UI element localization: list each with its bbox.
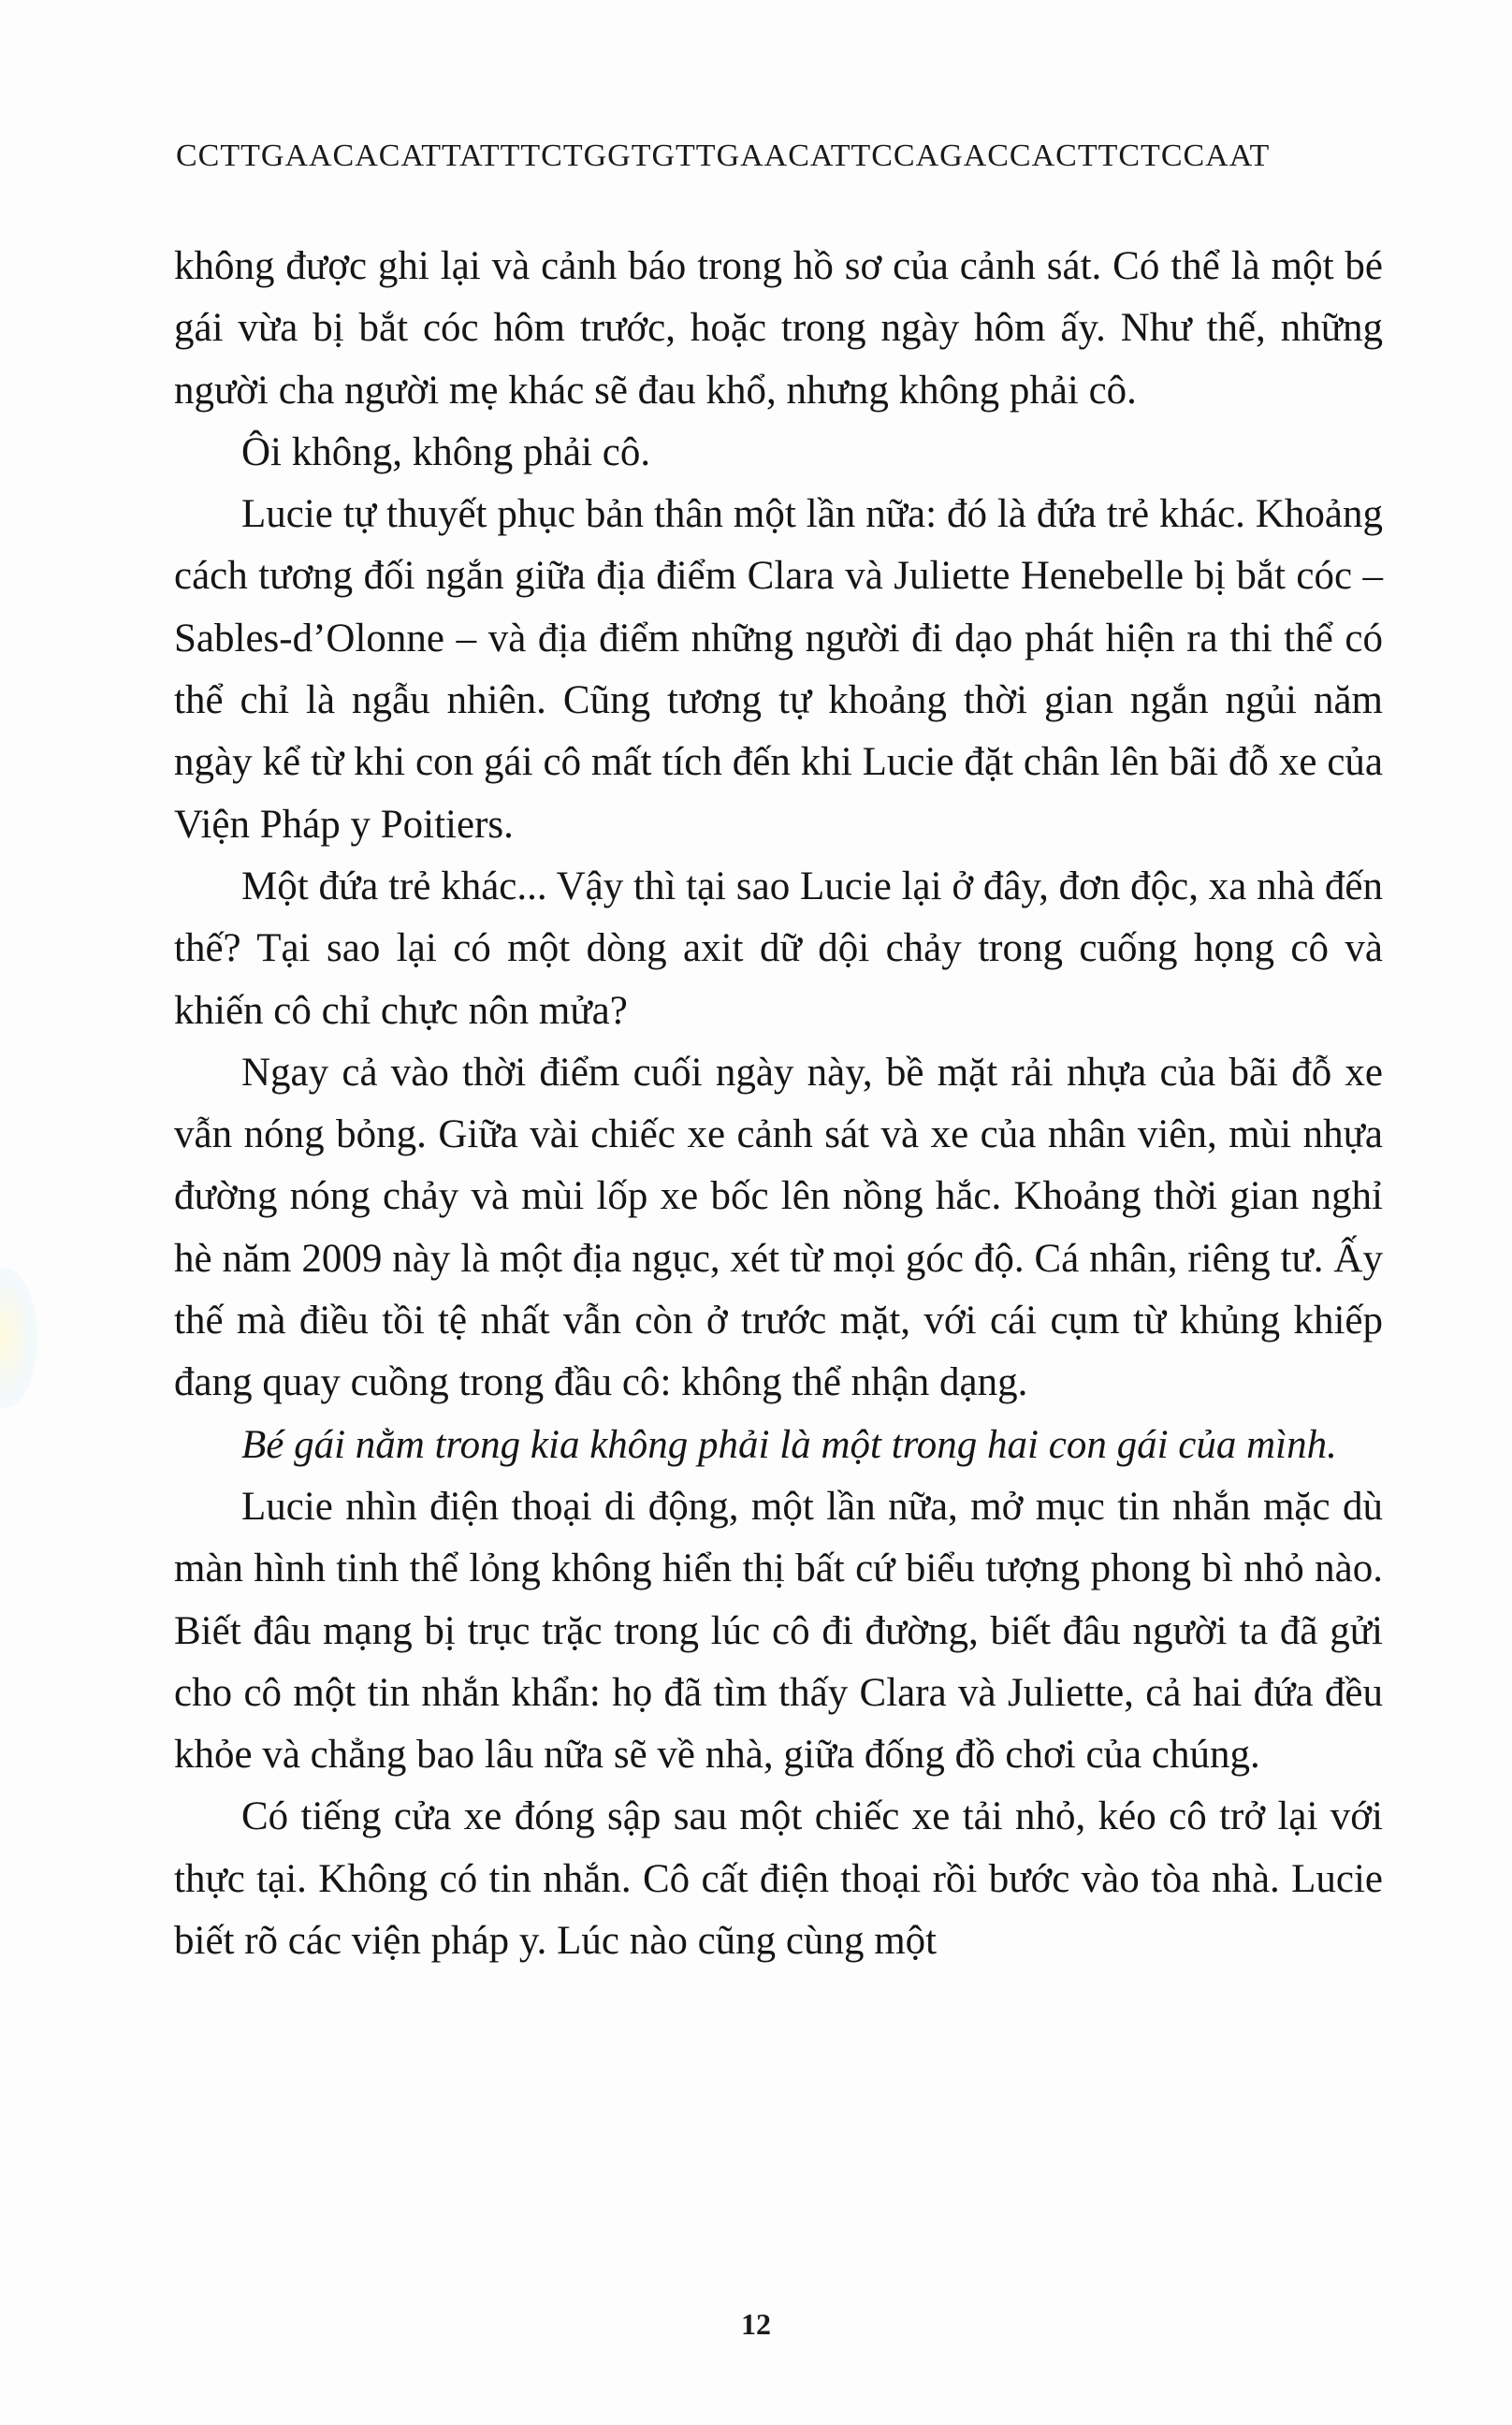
running-head: CCTTGAACACATTATTTCTGGTGTTGAACATTCCAGACCACTTCTCCAAT — [176, 138, 1271, 173]
paragraph: Lucie tự thuyết phục bản thân một lần nữa: đó là đứa trẻ khác. Khoảng cách tương đối ngắn giữa địa điểm Clara và Juliette Henebelle bị bắt cóc – Sables-d’Olonne – và địa điểm những người đi dạo phát hiện ra thi thể có thể chỉ là ngẫu nhiên. Cũng tương tự khoảng thời gian ngắn ngủi năm ngày kể từ khi con gái cô mất tích đến khi Lucie đặt chân lên bãi đỗ xe của Viện Pháp y Poitiers. — [174, 492, 1383, 847]
paragraph: Ôi không, không phải cô. — [241, 429, 651, 474]
paragraph: Một đứa trẻ khác... Vậy thì tại sao Lucie lại ở đây, đơn độc, xa nhà đến thế? Tại sao lại có một dòng axit dữ dội chảy trong cuống họng cô và khiến cô chỉ chực nôn mửa? — [174, 864, 1383, 1033]
paragraph: Lucie nhìn điện thoại di động, một lần nữa, mở mục tin nhắn mặc dù màn hình tinh thể lỏng không hiển thị bất cứ biểu tượng phong bì nhỏ nào. Biết đâu mạng bị trục trặc trong lúc cô đi đường, biết đâu người ta đã gửi cho cô một tin nhắn khẩn: họ đã tìm thấy Clara và Juliette, cả hai đứa đều khỏe và chẳng bao lâu nữa sẽ về nhà, giữa đống đồ chơi của chúng. — [174, 1484, 1383, 1778]
page-number: 12 — [741, 2307, 771, 2341]
page-edge-stain — [0, 1268, 37, 1408]
italic-paragraph: Bé gái nằm trong kia không phải là một trong hai con gái của mình. — [241, 1422, 1337, 1467]
body-text — [174, 236, 1383, 1972]
paragraph: không được ghi lại và cảnh báo trong hồ sơ của cảnh sát. Có thể là một bé gái vừa bị bắt cóc hôm trước, hoặc trong ngày hôm ấy. Như thế, những người cha người mẹ khác sẽ đau khổ, nhưng không phải cô. — [174, 244, 1383, 413]
paragraph: Có tiếng cửa xe đóng sập sau một chiếc xe tải nhỏ, kéo cô trở lại với thực tại. Không có tin nhắn. Cô cất điện thoại rồi bước vào tòa nhà. Lucie biết rõ các viện pháp y. Lúc nào cũng cùng một — [174, 1794, 1383, 1964]
paragraph: Ngay cả vào thời điểm cuối ngày này, bề mặt rải nhựa của bãi đỗ xe vẫn nóng bỏng. Giữa vài chiếc xe cảnh sát và xe của nhân viên, mùi nhựa đường nóng chảy và mùi lốp xe bốc lên nồng hắc. Khoảng thời gian nghỉ hè năm 2009 này là một địa ngục, xét từ mọi góc độ. Cá nhân, riêng tư. Ấy thế mà điều tồi tệ nhất vẫn còn ở trước mặt, với cái cụm từ khủng khiếp đang quay cuồng trong đầu cô: không thể nhận dạng. — [174, 1050, 1383, 1405]
